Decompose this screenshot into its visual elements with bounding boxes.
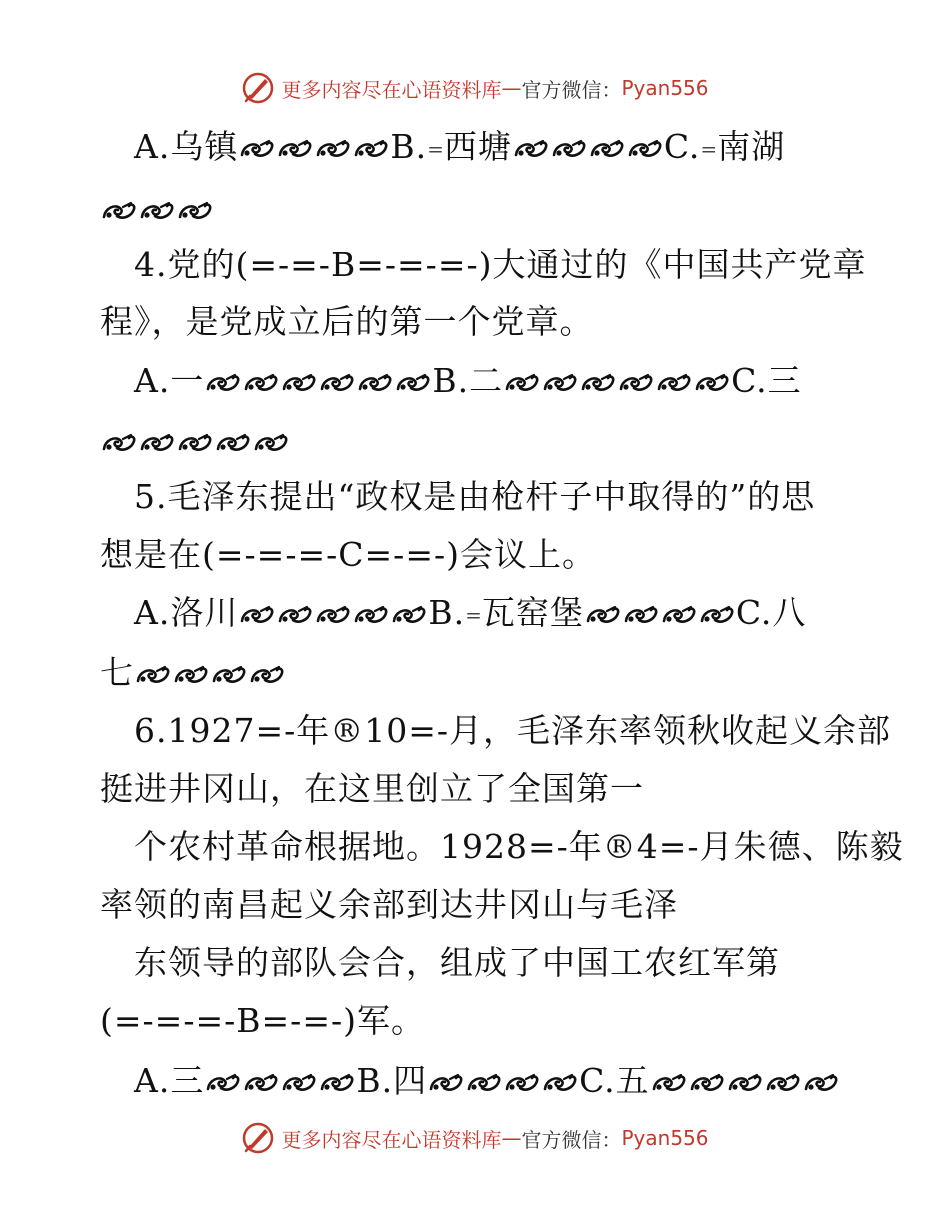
option-b-letter: B. [428, 593, 466, 632]
ornament-icon [357, 372, 393, 394]
banner-text: 更多内容尽在心语资料库 [281, 1127, 502, 1152]
ornament-row [100, 424, 290, 457]
ornament-icon [101, 432, 137, 454]
question-5-line-1: 5.毛泽东提出“政权是由枪杆子中取得的”的思 [134, 477, 816, 516]
ornament-icon [319, 372, 355, 394]
option-c: C.八 [735, 593, 807, 632]
option-c: C.五 [579, 1061, 650, 1100]
ornament-icon [589, 138, 625, 160]
option-c: C.三 [731, 361, 802, 400]
option-b-letter: B. [390, 127, 428, 166]
ornament-icon [504, 372, 540, 394]
ornament-icon [551, 138, 587, 160]
ornament-icon [689, 1072, 725, 1094]
option-a: A.乌镇 [134, 127, 239, 166]
ornament-icon [215, 432, 251, 454]
ornament-icon [661, 604, 697, 626]
ornament-icon [173, 664, 209, 686]
option-c: 南湖 [717, 127, 786, 166]
question-4-line-1: 4.党的(=-=-B=-=-=-)大通过的《中国共产党章 [134, 245, 867, 284]
ornament-icon [504, 1072, 540, 1094]
ornament-icon [281, 372, 317, 394]
question-6-line-4: 率领的南昌起义余部到达井冈山与毛泽 [100, 885, 678, 924]
question-6-line-2: 挺进井冈山，在这里创立了全国第一 [100, 769, 644, 808]
banner-text: 更多内容尽在心语资料库 [281, 77, 502, 102]
option-line-q5 [134, 593, 807, 632]
ornament-icon [277, 138, 313, 160]
ornament-icon [727, 1072, 763, 1094]
option-a: A.一 [134, 361, 205, 400]
ornament-icon [281, 1072, 317, 1094]
ornament-icon [243, 372, 279, 394]
ornament-icon [315, 138, 351, 160]
ornament-icon [542, 372, 578, 394]
option-c-continued: 七 [100, 653, 134, 692]
ornament-icon [353, 138, 389, 160]
ornament-icon [177, 200, 213, 222]
option-line-q6 [134, 1061, 840, 1100]
ornament-icon [542, 1072, 578, 1094]
option-b: B.四 [356, 1061, 428, 1100]
filler-mark: = [700, 137, 718, 161]
ornament-icon [466, 1072, 502, 1094]
option-b: 瓦窑堡 [481, 593, 584, 632]
ornament-icon [249, 664, 285, 686]
pen-logo-icon [241, 71, 275, 105]
ornament-icon [656, 372, 692, 394]
ornament-icon [585, 604, 621, 626]
banner-wechat-label: 官方微信： [521, 1127, 622, 1152]
ornament-icon [651, 1072, 687, 1094]
ornament-icon [353, 604, 389, 626]
ornament-icon [253, 432, 289, 454]
banner-separator: — [501, 1126, 522, 1150]
option-a: A.三 [134, 1061, 205, 1100]
banner-wechat-label: 官方微信： [521, 77, 622, 102]
ornament-icon [239, 604, 275, 626]
option-c-letter: C. [663, 127, 701, 166]
ornament-icon [205, 372, 241, 394]
ornament-icon [803, 1072, 839, 1094]
question-6-line-5: 东领导的部队会合，组成了中国工农红军第 [134, 943, 780, 982]
option-b: 西塘 [443, 127, 512, 166]
option-a: A.洛川 [134, 593, 239, 632]
pen-logo-icon [241, 1121, 275, 1155]
filler-mark: = [427, 137, 444, 161]
question-6-line-6: (=-=-=-B=-=-)军。 [100, 1001, 426, 1040]
banner-wechat-id: Pyan556 [621, 76, 709, 100]
footer-banner [0, 1118, 950, 1158]
ornament-row [100, 192, 214, 225]
ornament-icon [428, 1072, 464, 1094]
ornament-icon [239, 138, 275, 160]
ornament-icon [139, 432, 175, 454]
ornament-icon [243, 1072, 279, 1094]
question-6-line-1: 6.1927=-年®10=-月，毛泽东率领秋收起义余部 [134, 711, 892, 750]
ornament-icon [395, 372, 431, 394]
banner-separator: — [501, 76, 522, 100]
option-line-q3 [134, 127, 786, 166]
ornament-icon [135, 664, 171, 686]
option-b: B.二 [432, 361, 504, 400]
ornament-icon [618, 372, 654, 394]
filler-mark: = [465, 603, 482, 627]
option-line-q4 [134, 361, 802, 400]
ornament-icon [765, 1072, 801, 1094]
ornament-icon [205, 1072, 241, 1094]
question-4-line-2: 程》，是党成立后的第一个党章。 [100, 302, 594, 341]
ornament-icon [694, 372, 730, 394]
ornament-icon [513, 138, 549, 160]
banner-wechat-id: Pyan556 [621, 1126, 709, 1150]
question-5-line-2: 想是在(=-=-=-C=-=-)会议上。 [100, 535, 597, 574]
ornament-icon [623, 604, 659, 626]
header-banner [0, 68, 950, 108]
ornament-icon [277, 604, 313, 626]
ornament-icon [391, 604, 427, 626]
ornament-icon [627, 138, 663, 160]
ornament-icon [211, 664, 247, 686]
question-6-line-3: 个农村革命根据地。1928=-年®4=-月朱德、陈毅 [134, 827, 904, 866]
ornament-icon [699, 604, 735, 626]
ornament-icon [580, 372, 616, 394]
option-continuation [100, 653, 286, 692]
ornament-icon [319, 1072, 355, 1094]
ornament-icon [315, 604, 351, 626]
ornament-icon [177, 432, 213, 454]
ornament-icon [139, 200, 175, 222]
ornament-icon [101, 200, 137, 222]
